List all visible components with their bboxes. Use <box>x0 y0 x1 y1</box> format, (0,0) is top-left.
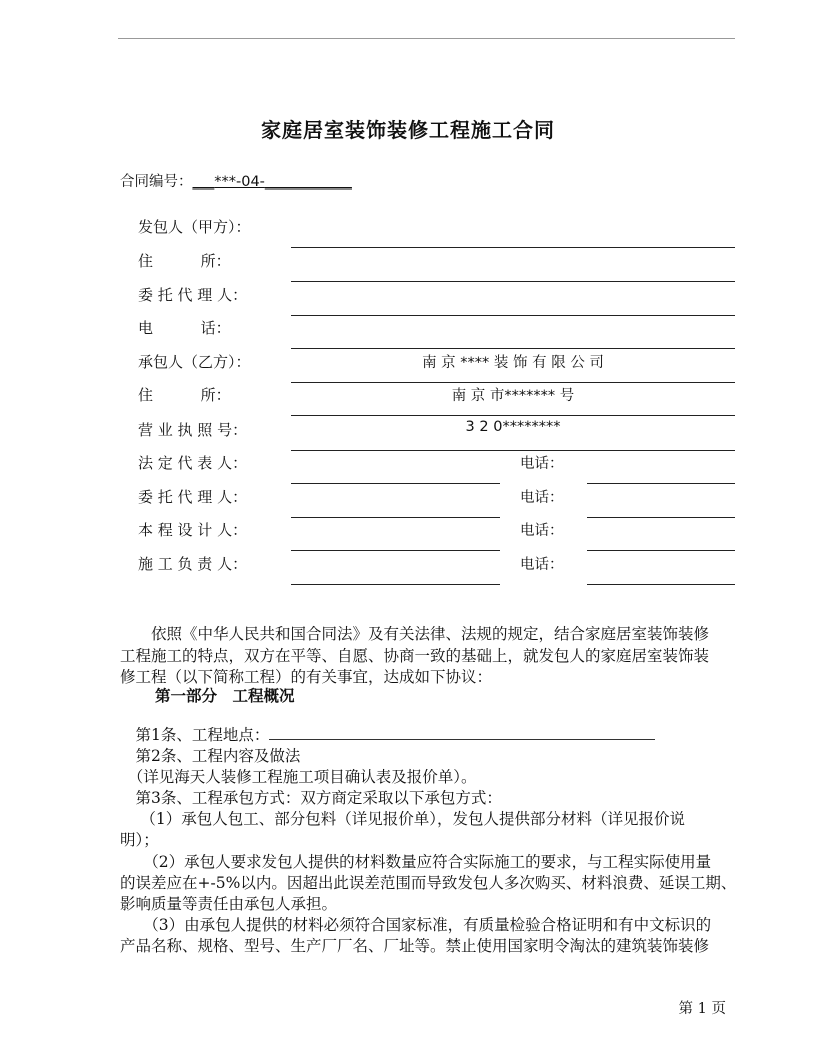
party-row <box>138 317 735 341</box>
text-line: 修工程（以下简称工程）的有关事宜，达成如下协议： <box>120 668 493 687</box>
text-line: 明）； <box>120 831 159 850</box>
text-line: （2）承包人要求发包人提供的材料数量应符合实际施工的要求，与工程实际使用量 <box>120 852 712 871</box>
party-row <box>138 384 735 408</box>
party-row <box>138 250 735 274</box>
fill-line <box>291 584 500 585</box>
field-label: 本 程 设 计 人： <box>138 521 248 539</box>
text-line: 工程施工的特点，双方在平等、自愿、协商一致的基础上，就发包人的家庭居室装饰装 <box>120 646 710 665</box>
fill-line <box>291 315 735 316</box>
party-row <box>138 216 735 240</box>
fill-line <box>291 483 500 484</box>
party-row <box>138 284 735 308</box>
field-label: 承包人（乙方）： <box>138 353 251 371</box>
text-line: 第3条、工程承包方式：双方商定采取以下承包方式： <box>120 789 502 808</box>
document-title: 家庭居室装饰装修工程施工合同 <box>261 118 555 142</box>
text-line: 产品名称、规格、型号、生产厂厂名、厂址等。禁止使用国家明令淘汰的建筑装饰装修 <box>120 936 710 955</box>
tel-label: 电话： <box>520 557 564 573</box>
contract-number-blank: ___ <box>192 174 215 190</box>
contact-row <box>138 452 735 476</box>
field-value: 3 2 0******** <box>465 419 561 435</box>
contract-number-label: 合同编号： <box>120 174 193 190</box>
field-label: 电 话： <box>138 319 231 337</box>
contact-row <box>138 519 735 543</box>
section-heading: 第一部分 工程概况 <box>155 686 295 705</box>
text-line: 第2条、工程内容及做法 <box>120 747 301 766</box>
fill-line <box>291 281 735 282</box>
field-label: 住 所： <box>138 252 231 270</box>
contact-row <box>138 486 735 510</box>
contract-number <box>120 170 352 191</box>
fill-line <box>291 517 500 518</box>
tel-label: 电话： <box>520 490 564 506</box>
field-label: 发包人（甲方）： <box>138 218 251 236</box>
fill-line <box>291 348 735 349</box>
intro-paragraph <box>120 624 736 689</box>
field-label: 法 定 代 表 人： <box>138 454 248 472</box>
fill-line <box>587 483 735 484</box>
field-label: 住 所： <box>138 386 231 404</box>
fill-line <box>587 517 735 518</box>
party-row <box>138 351 735 375</box>
fill-line <box>587 584 735 585</box>
fill-line <box>291 450 735 451</box>
header-rule <box>118 38 735 39</box>
field-label: 委 托 代 理 人： <box>138 286 248 304</box>
field-value: 南 京 **** 装 饰 有 限 公 司 <box>422 355 604 371</box>
field-value: 南 京 市******* 号 <box>451 388 575 404</box>
fill-line <box>587 550 735 551</box>
section-body <box>120 725 740 957</box>
field-label: 施 工 负 责 人： <box>138 555 248 573</box>
contract-number-blank: ____________ <box>264 174 352 190</box>
contract-number-value: ***-04- <box>214 174 265 190</box>
text-line: （详见海天人装修工程施工项目确认表及报价单）。 <box>120 768 477 787</box>
article-1-label: 第1条、工程地点： <box>135 726 270 744</box>
contact-row <box>138 553 735 577</box>
fill-line <box>291 550 500 551</box>
field-label: 委 托 代 理 人： <box>138 488 248 506</box>
fill-line <box>291 415 735 416</box>
text-line: 依照《中华人民共和国合同法》及有关法律、法规的规定，结合家庭居室装饰装修 <box>120 625 710 643</box>
page-number: 第 1 页 <box>678 1001 726 1017</box>
field-label: 营 业 执 照 号： <box>138 421 248 439</box>
text-line: （1）承包人包工、部分包料（详见报价单），发包人提供部分材料（详见报价说 <box>120 810 686 829</box>
article-1 <box>120 725 740 746</box>
tel-label: 电话： <box>520 456 564 472</box>
fill-line <box>291 382 735 383</box>
text-line: 影响质量等责任由承包人承担。 <box>120 894 338 913</box>
tel-label: 电话： <box>520 523 564 539</box>
fill-line <box>291 247 735 248</box>
fill-line <box>269 725 655 740</box>
text-line: 的误差应在+-5%以内。因超出此误差范围而导致发包人多次购买、材料浪费、延误工期、 <box>120 873 737 892</box>
text-line: （3）由承包人提供的材料必须符合国家标准，有质量检验合格证明和有中文标识的 <box>120 915 712 934</box>
party-row <box>138 419 735 443</box>
